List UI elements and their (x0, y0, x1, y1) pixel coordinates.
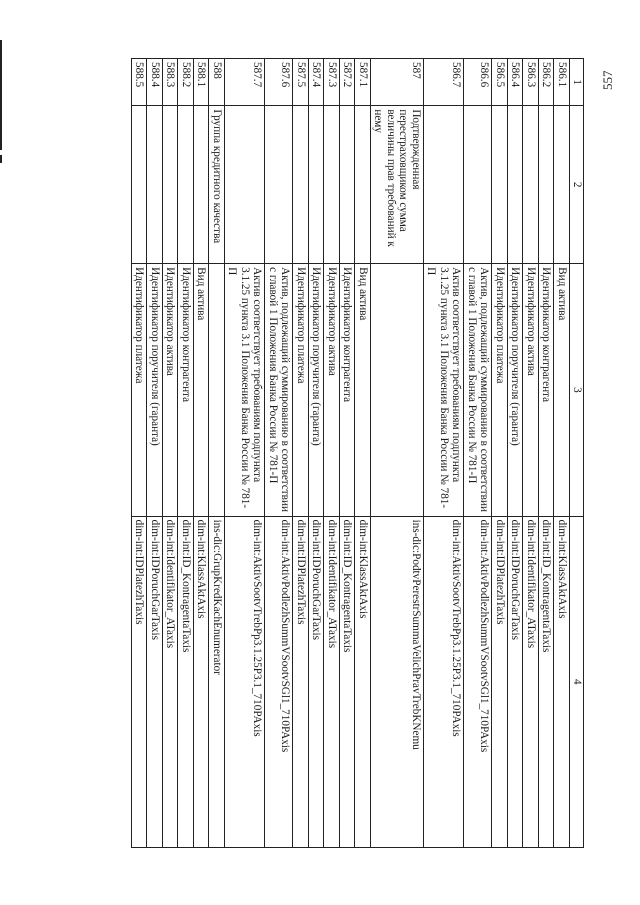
row-number-cell: 587.5 (293, 59, 309, 106)
taxonomy-code-cell: dim-int:Identifikator_ATaxis (523, 516, 539, 847)
row-number-cell: 587.6 (265, 59, 293, 106)
element-name-cell: Подтвержденная перестраховщиком сумма величины прав требований к нему (371, 106, 424, 264)
table-row (508, 59, 524, 848)
table-row (293, 59, 309, 848)
table-row (265, 59, 293, 848)
row-number-cell: 588.5 (132, 59, 148, 106)
table-row (492, 59, 508, 848)
dimension-description-cell: Идентификатор контрагента (178, 264, 194, 516)
column-header: 1 (570, 59, 584, 106)
taxonomy-code-cell: dim-int:IDPoruchGarTaxis (309, 516, 325, 847)
scan-margin-tick (0, 155, 2, 163)
element-name-cell (225, 106, 266, 264)
row-number-cell: 586.5 (492, 59, 508, 106)
table-row (554, 59, 570, 848)
dimension-description-cell: Актив, подлежащий суммированию в соответствии с главой 1 Положения Банка России № 781-П (464, 264, 492, 516)
table-row (163, 59, 179, 848)
table-row (178, 59, 194, 848)
dimension-description-cell: Идентификатор контрагента (340, 264, 356, 516)
element-name-cell (355, 106, 371, 264)
taxonomy-code-cell: dim-int:KlassAktAxis (355, 516, 371, 847)
taxonomy-code-cell: dim-int:IDPoruchGarTaxis (147, 516, 163, 847)
row-number-cell: 587.2 (340, 59, 356, 106)
row-number-cell: 588.1 (194, 59, 210, 106)
dimension-description-cell: Идентификатор поручителя (гаранта) (309, 264, 325, 516)
dimension-description-cell (209, 264, 225, 516)
table-header-row (570, 59, 584, 848)
taxonomy-code-cell: dim-int:IDPlatezhTaxis (492, 516, 508, 847)
row-number-cell: 586.4 (508, 59, 524, 106)
dimension-description-cell: Идентификатор поручителя (гаранта) (508, 264, 524, 516)
element-name-cell (492, 106, 508, 264)
row-number-cell: 587.3 (324, 59, 340, 106)
element-name-cell (194, 106, 210, 264)
taxonomy-code-cell: dim-int:AktivSootvTrebPp3.1.25P3.1_710PAxis (424, 516, 465, 847)
element-name-cell (309, 106, 325, 264)
dimension-description-cell: Идентификатор поручителя (гаранта) (147, 264, 163, 516)
row-number-cell: 586.6 (464, 59, 492, 106)
row-number-cell: 586.7 (424, 59, 465, 106)
dimension-description-cell: Идентификатор платежа (492, 264, 508, 516)
column-header: 2 (570, 106, 584, 264)
element-name-cell (265, 106, 293, 264)
taxonomy-code-cell: dim-int:ID_KontragentaTaxis (539, 516, 555, 847)
row-number-cell: 588.3 (163, 59, 179, 106)
element-name-cell: Группа кредитного качества (209, 106, 225, 264)
dimension-description-cell: Идентификатор актива (523, 264, 539, 516)
taxonomy-code-cell: dim-int:IDPoruchGarTaxis (508, 516, 524, 847)
dimension-description-cell: Идентификатор контрагента (539, 264, 555, 516)
element-name-cell (163, 106, 179, 264)
element-name-cell (178, 106, 194, 264)
table-row (464, 59, 492, 848)
taxonomy-code-cell: dim-int:IDPlatezhTaxis (132, 516, 148, 847)
element-name-cell (539, 106, 555, 264)
dimension-description-cell: Актив соответствует требованиям подпункта 3.1.25 пункта 3.1 Положения Банка России № 781-П (225, 264, 266, 516)
table-row (147, 59, 163, 848)
element-name-cell (523, 106, 539, 264)
row-number-cell: 588.2 (178, 59, 194, 106)
element-name-cell (132, 106, 148, 264)
taxonomy-code-cell: dim-int:AktivSootvTrebPp3.1.25P3.1_710PAxis (225, 516, 266, 847)
dimension-description-cell: Вид актива (355, 264, 371, 516)
dimension-description-cell: Вид актива (194, 264, 210, 516)
element-name-cell (340, 106, 356, 264)
element-name-cell (508, 106, 524, 264)
dimension-description-cell: Актив соответствует требованиям подпункта 3.1.25 пункта 3.1 Положения Банка России № 781-П (424, 264, 465, 516)
element-name-cell (464, 106, 492, 264)
taxonomy-code-cell: dim-int:Identifikator_ATaxis (324, 516, 340, 847)
element-name-cell (293, 106, 309, 264)
dimension-description-cell: Идентификатор платежа (132, 264, 148, 516)
row-number-cell: 587.1 (355, 59, 371, 106)
row-number-cell: 588.4 (147, 59, 163, 106)
row-number-cell: 587.7 (225, 59, 266, 106)
taxonomy-code-cell: dim-int:AktivPodlezhSummVSootvSGl1_710PAxis (265, 516, 293, 847)
row-number-cell: 586.1 (554, 59, 570, 106)
rotated-table-wrapper (54, 58, 584, 848)
taxonomy-code-cell: ins-dic:PodtvPerestrSummaVelichPravTrebKNemu (371, 516, 424, 847)
taxonomy-code-cell: dim-int:KlassAktAxis (194, 516, 210, 847)
row-number-cell: 588 (209, 59, 225, 106)
element-name-cell (324, 106, 340, 264)
table-row (355, 59, 371, 848)
taxonomy-code-cell: dim-int:ID_KontragentaTaxis (340, 516, 356, 847)
table-row (194, 59, 210, 848)
element-name-cell (424, 106, 465, 264)
table-row (225, 59, 266, 848)
dimension-description-cell: Актив, подлежащий суммированию в соответствии с главой 1 Положения Банка России № 781-П (265, 264, 293, 516)
taxonomy-code-cell: dim-int:Identifikator_ATaxis (163, 516, 179, 847)
dimension-description-cell: Идентификатор актива (163, 264, 179, 516)
taxonomy-code-cell: dim-int:AktivPodlezhSummVSootvSGl1_710PAxis (464, 516, 492, 847)
row-number-cell: 586.3 (523, 59, 539, 106)
table-row (523, 59, 539, 848)
element-table (131, 58, 584, 848)
table-row (324, 59, 340, 848)
table-row (424, 59, 465, 848)
taxonomy-code-cell: ins-dic:GrupKredKachEnumerator (209, 516, 225, 847)
row-number-cell: 586.2 (539, 59, 555, 106)
column-header: 4 (570, 516, 584, 847)
table-row (209, 59, 225, 848)
page-number: 557 (600, 70, 615, 90)
element-name-cell (554, 106, 570, 264)
dimension-description-cell: Идентификатор платежа (293, 264, 309, 516)
table-row (340, 59, 356, 848)
scan-margin-line (0, 40, 2, 150)
column-header: 3 (570, 264, 584, 516)
dimension-description-cell: Идентификатор актива (324, 264, 340, 516)
dimension-description-cell: Вид актива (554, 264, 570, 516)
dimension-description-cell (371, 264, 424, 516)
row-number-cell: 587 (371, 59, 424, 106)
table-row (132, 59, 148, 848)
taxonomy-code-cell: dim-int:ID_KontragentaTaxis (178, 516, 194, 847)
element-name-cell (147, 106, 163, 264)
taxonomy-code-cell: dim-int:KlassAktAxis (554, 516, 570, 847)
table-row (539, 59, 555, 848)
table-row (309, 59, 325, 848)
taxonomy-code-cell: dim-int:IDPlatezhTaxis (293, 516, 309, 847)
row-number-cell: 587.4 (309, 59, 325, 106)
table-row (371, 59, 424, 848)
